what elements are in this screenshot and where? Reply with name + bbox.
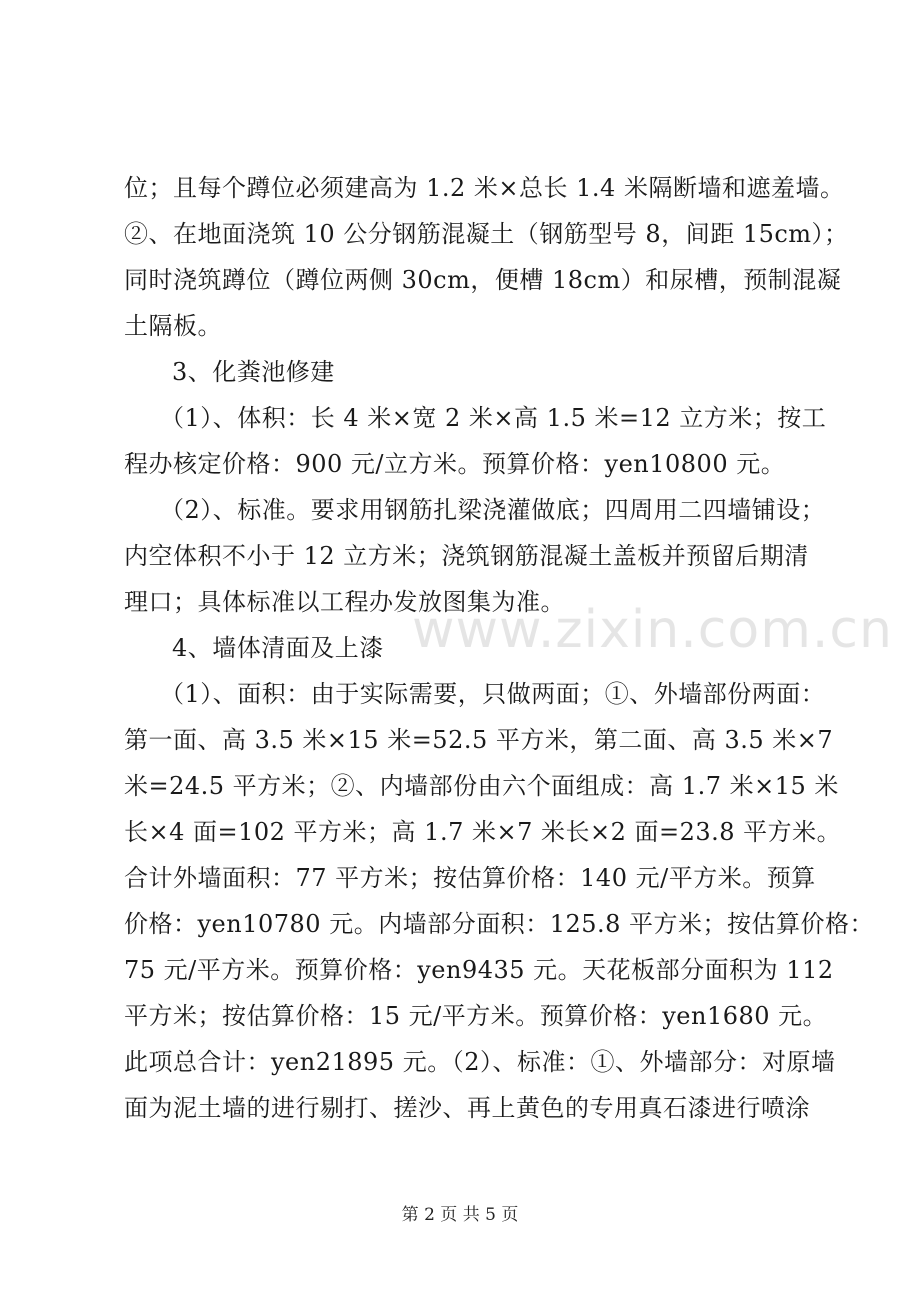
text-line-20: 此项总合计：yen21895 元。（2）、标准：①、外墙部分：对原墙 bbox=[124, 1048, 836, 1076]
text-line-16: 合计外墙面积：77 平方米；按估算价格：140 元/平方米。预算 bbox=[124, 864, 816, 892]
text-line-8: （2）、标准。要求用钢筋扎梁浇灌做底；四周用二四墙铺设； bbox=[160, 496, 826, 524]
section-heading-3: 3、化粪池修建 bbox=[172, 358, 335, 386]
text-line-7: 程办核定价格：900 元/立方米。预算价格：yen10800 元。 bbox=[124, 450, 786, 478]
watermark: www.zixin.com.cn bbox=[412, 600, 893, 660]
text-line-9: 内空体积不小于 12 立方米；浇筑钢筋混凝土盖板并预留后期清 bbox=[124, 542, 809, 570]
text-line-15: 长×4 面=102 平方米；高 1.7 米×7 米长×2 面=23.8 平方米。 bbox=[124, 818, 842, 846]
text-line-18: 75 元/平方米。预算价格：yen9435 元。天花板部分面积为 112 bbox=[124, 956, 834, 984]
text-line-1: 位；且每个蹲位必须建高为 1.2 米×总长 1.4 米隔断墙和遮羞墙。 bbox=[124, 174, 845, 202]
text-line-4: 土隔板。 bbox=[124, 312, 222, 340]
text-line-21: 面为泥土墙的进行剔打、搓沙、再上黄色的专用真石漆进行喷涂 bbox=[124, 1094, 810, 1122]
page-footer: 第 2 页 共 5 页 bbox=[401, 1205, 519, 1225]
text-line-10: 理口；具体标准以工程办发放图集为准。 bbox=[124, 588, 565, 616]
text-line-19: 平方米；按估算价格：15 元/平方米。预算价格：yen1680 元。 bbox=[124, 1002, 828, 1030]
text-line-2: ②、在地面浇筑 10 公分钢筋混凝土（钢筋型号 8，间距 15cm）； bbox=[124, 220, 849, 248]
text-line-3: 同时浇筑蹲位（蹲位两侧 30cm，便槽 18cm）和尿槽，预制混凝 bbox=[124, 266, 842, 294]
text-line-13: 第一面、高 3.5 米×15 米=52.5 平方米，第二面、高 3.5 米×7 bbox=[124, 726, 834, 754]
text-line-6: （1）、体积：长 4 米×宽 2 米×高 1.5 米=12 立方米；按工 bbox=[160, 404, 827, 432]
text-line-12: （1）、面积：由于实际需要，只做两面；①、外墙部份两面： bbox=[160, 680, 826, 708]
section-heading-4: 4、墙体清面及上漆 bbox=[172, 634, 384, 662]
text-line-17: 价格：yen10780 元。内墙部分面积：125.8 平方米；按估算价格： bbox=[124, 910, 875, 938]
text-line-14: 米=24.5 平方米；②、内墙部份由六个面组成：高 1.7 米×15 米 bbox=[124, 772, 839, 800]
